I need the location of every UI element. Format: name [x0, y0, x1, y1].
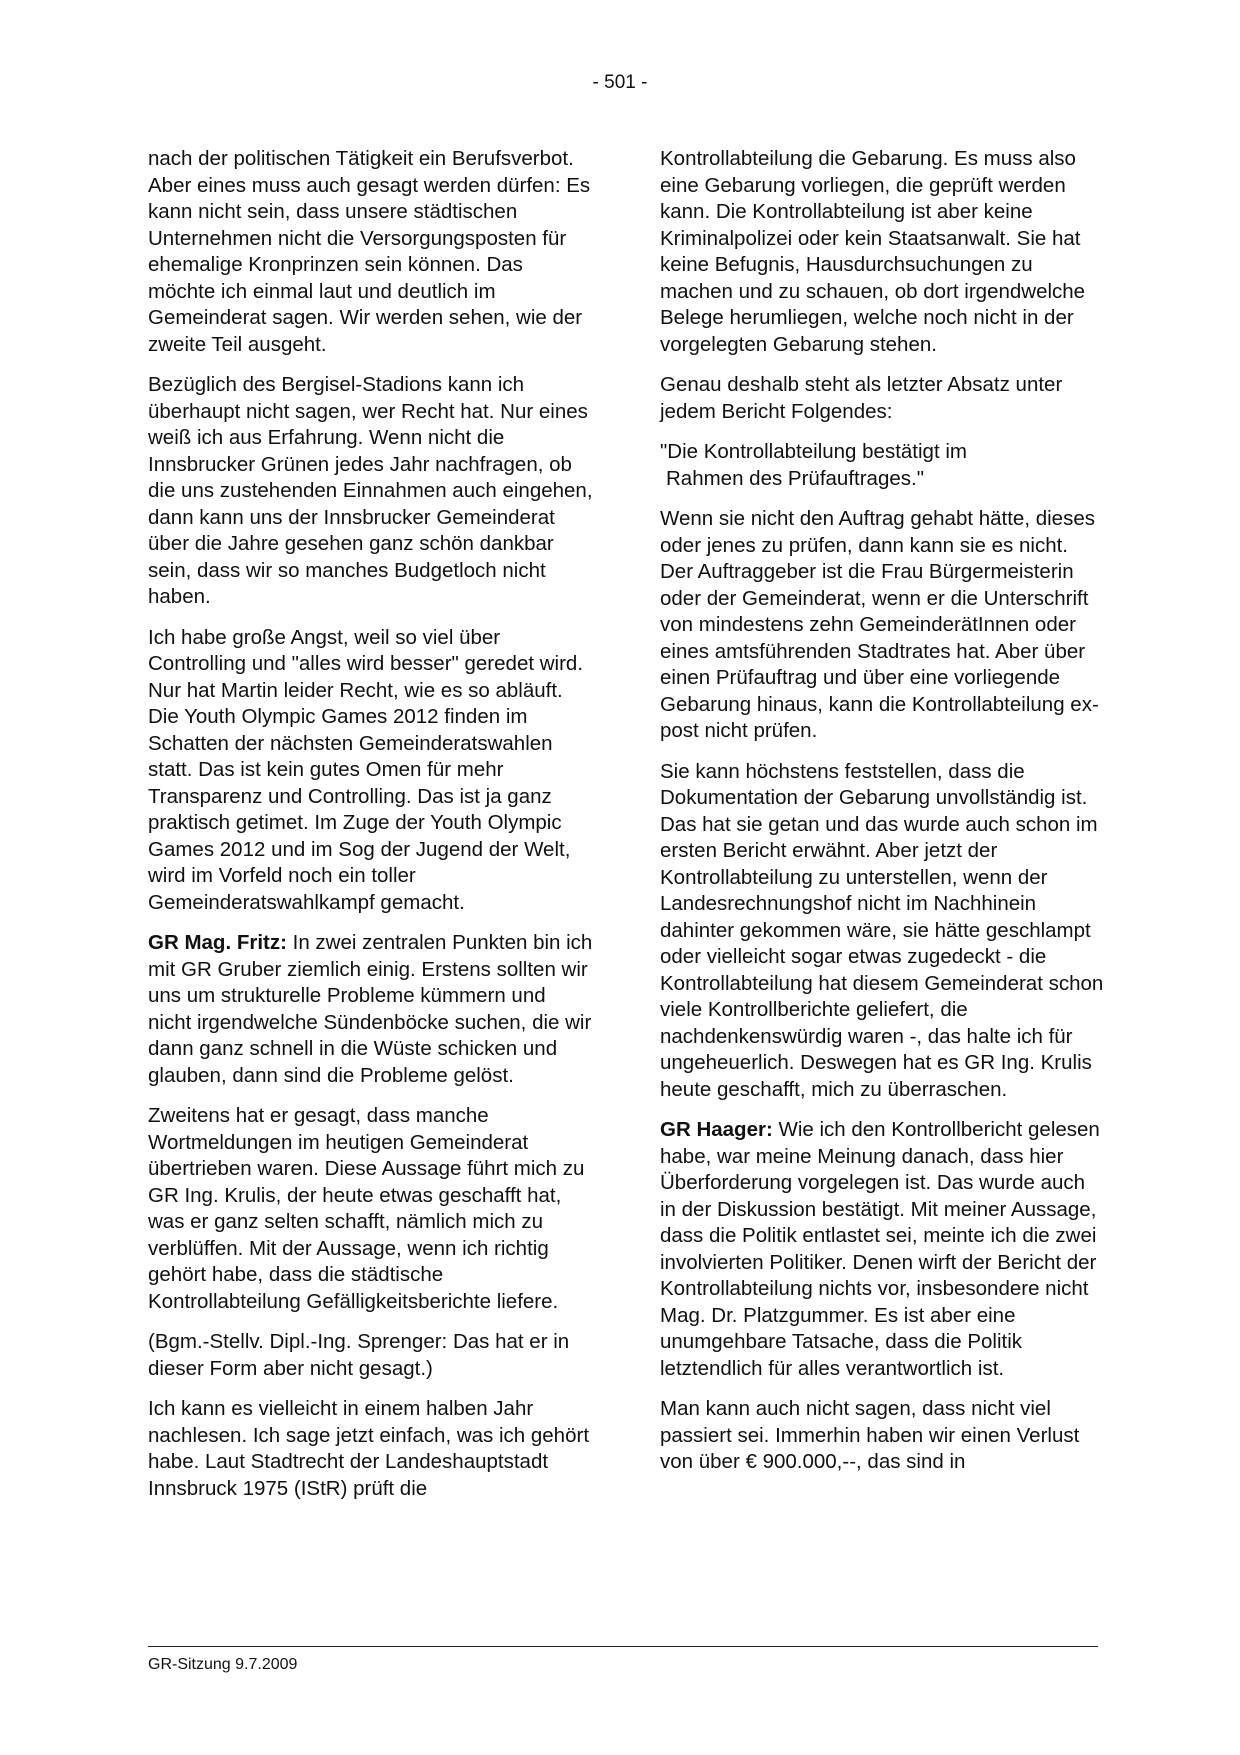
quote-line: Rahmen des Prüfauftrages."	[666, 466, 924, 490]
speaker-paragraph	[660, 1117, 1105, 1382]
interjection: (Bgm.-Stellv. Dipl.-Ing. Sprenger: Das hat er in dieser Form aber nicht gesagt.)	[148, 1330, 570, 1380]
footer-divider	[148, 1646, 1098, 1647]
speaker-paragraph	[148, 930, 593, 1089]
paragraph: Ich kann es vielleicht in einem halben Jahr nachlesen. Ich sage jetzt einfach, was ich gehört habe. Laut Stadtrecht der Landeshauptstadt Innsbruck 1975 (IStR) prüft die	[148, 1397, 590, 1500]
paragraph: Bezüglich des Bergisel-Stadions kann ich überhaupt nicht sagen, wer Recht hat. Nur eines weiß ich aus Erfahrung. Wenn nicht die Innsbrucker Grünen jedes Jahr nachfragen, ob die uns zustehenden Einnahmen auch eingehen, dann kann uns der Innsbrucker Gemeinderat über die Jahre gesehen ganz schön dankbar sein, dass wir so manches Budgetloch nicht haben.	[148, 373, 593, 608]
footer-session-label: GR-Sitzung 9.7.2009	[148, 1656, 298, 1673]
paragraph: Genau deshalb steht als letzter Absatz unter jedem Bericht Folgendes:	[660, 373, 1063, 423]
quotation	[660, 439, 1105, 492]
paragraph: Wenn sie nicht den Auftrag gehabt hätte, dieses oder jenes zu prüfen, dann kann sie es nicht. Der Auftraggeber ist die Frau Bürgermeisterin oder der Gemeinderat, wenn er die Unterschrift von mindestens zehn GemeinderätInnen oder eines amtsführenden Stadtrates hat. Aber über einen Prüfauftrag und über eine vorliegende Gebarung hinaus, kann die Kontrollabteilung ex-post nicht prüfen.	[660, 507, 1099, 742]
paragraph: Kontrollabteilung die Gebarung. Es muss also eine Gebarung vorliegen, die geprüft werden kann. Die Kontrollabteilung ist aber keine Kriminalpolizei oder kein Staatsanwalt. Sie hat keine Befugnis, Hausdurchsuchungen zu machen und zu schauen, ob dort irgendwelche Belege herumliegen, welche noch nicht in der vorgelegten Gebarung stehen.	[660, 147, 1086, 356]
paragraph: Man kann auch nicht sagen, dass nicht viel passiert sei. Immerhin haben wir einen Verlust von über € 900.000,--, das sind in	[660, 1397, 1080, 1473]
speaker-name: GR Haager:	[660, 1118, 773, 1141]
right-column	[660, 146, 1105, 1490]
paragraph: Sie kann höchstens feststellen, dass die Dokumentation der Gebarung unvollständig ist. Das hat sie getan und das wurde auch schon im ersten Bericht erwähnt. Aber jetzt der Kontrollabteilung zu unterstellen, wenn der Landesrechnungshof nicht im Nachhinein dahinter gekommen wäre, sie hätte geschlampt oder vielleicht sogar etwas zugedeckt - die Kontrollabteilung hat diesem Gemeinderat schon viele Kontrollberichte geliefert, die nachdenkenswürdig waren -, das halte ich für ungeheuerlich. Deswegen hat es GR Ing. Krulis heute geschafft, mich zu überraschen.	[660, 759, 1104, 1101]
page-number: - 501 -	[592, 72, 648, 93]
paragraph: Ich habe große Angst, weil so viel über Controlling und "alles wird besser" geredet wird. Nur hat Martin leider Recht, wie es so abläuft. Die Youth Olympic Games 2012 finden im Schatten der nächsten Gemeinderatswahlen statt. Das ist kein gutes Omen für mehr Transparenz und Controlling. Das ist ja ganz praktisch getimet. Im Zuge der Youth Olympic Games 2012 und im Sog der Jugend der Welt, wird im Vorfeld noch ein toller Gemeinderatswahlkampf gemacht.	[148, 625, 584, 914]
left-column	[148, 146, 593, 1516]
paragraph: Zweitens hat er gesagt, dass manche Wortmeldungen im heutigen Gemeinderat übertrieben waren. Diese Aussage führt mich zu GR Ing. Krulis, der heute etwas geschafft hat, was er ganz selten schafft, nämlich mich zu verblüffen. Mit der Aussage, wenn ich richtig gehört habe, dass die städtische Kontrollabteilung Gefälligkeitsberichte liefere.	[148, 1104, 585, 1313]
speaker-text: Wie ich den Kontrollbericht gelesen habe, war meine Meinung danach, dass hier Überforderung vorgelegen ist. Das wurde auch in der Diskussion bestätigt. Mit meiner Aussage, dass die Politik entlastet sei, meinte ich die zwei involvierten Politiker. Denen wirft der Bericht der Kontrollabteilung nichts vor, insbesondere nicht Mag. Dr. Platzgummer. Es ist aber eine unumgehbare Tatsache, dass die Politik letztendlich für alles verantwortlich ist.	[660, 1118, 1100, 1380]
speaker-name: GR Mag. Fritz:	[148, 931, 287, 954]
quote-line: "Die Kontrollabteilung bestätigt im	[660, 440, 967, 463]
paragraph: nach der politischen Tätigkeit ein Berufsverbot. Aber eines muss auch gesagt werden dürfen: Es kann nicht sein, dass unsere städtischen Unternehmen nicht die Versorgungsposten für ehemalige Kronprinzen sein können. Das möchte ich einmal laut und deutlich im Gemeinderat sagen. Wir werden sehen, wie der zweite Teil ausgeht.	[148, 147, 591, 356]
speaker-text: In zwei zentralen Punkten bin ich mit GR Gruber ziemlich einig. Erstens sollten wir uns um strukturelle Probleme kümmern und nicht irgendwelche Sündenböcke suchen, die wir dann ganz schnell in die Wüste schicken und glauben, dann sind die Probleme gelöst.	[148, 931, 593, 1087]
